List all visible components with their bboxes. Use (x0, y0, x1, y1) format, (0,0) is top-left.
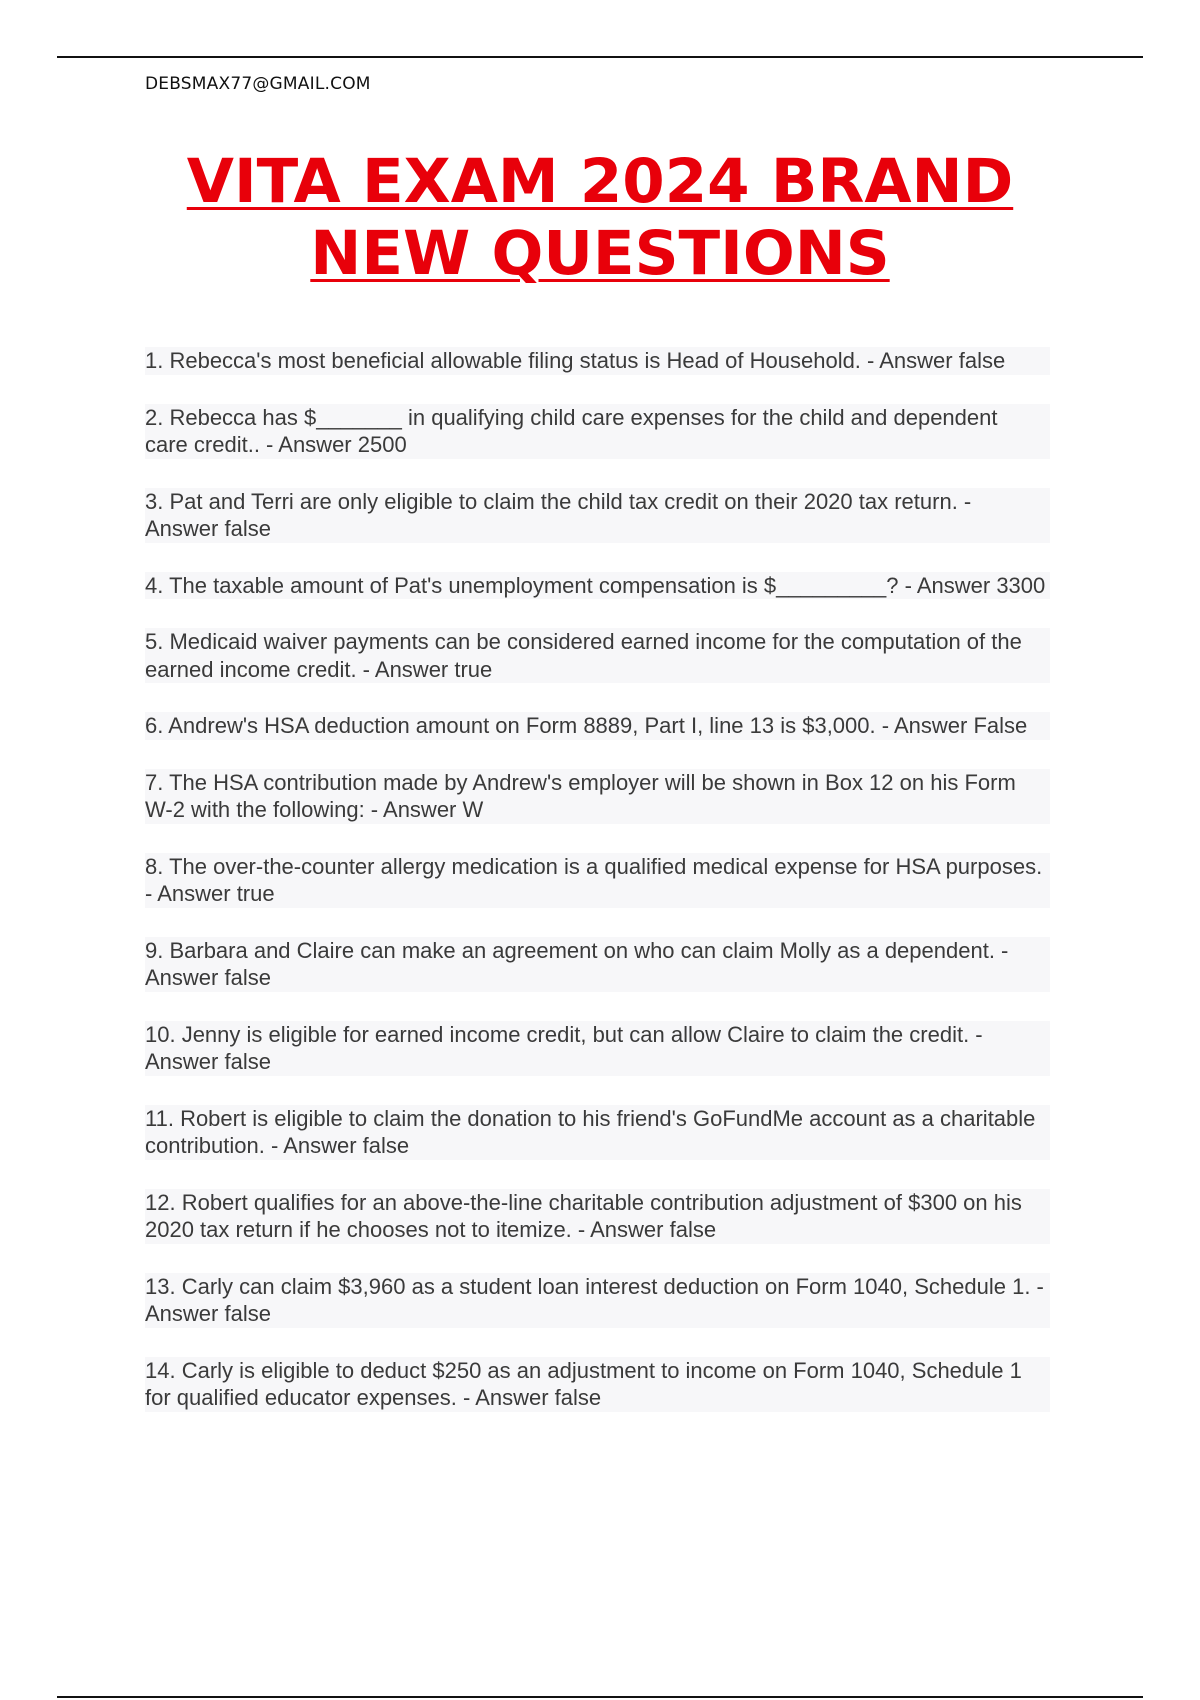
question-item: 11. Robert is eligible to claim the donation to his friend's GoFundMe account as a charitable contribution. - Answer false (145, 1105, 1050, 1160)
header-email: DEBSMAX77@GMAIL.COM (145, 74, 371, 94)
question-item: 4. The taxable amount of Pat's unemployment compensation is $_________? - Answer 3300 (145, 572, 1050, 600)
footer-rule (57, 1696, 1143, 1698)
question-item: 14. Carly is eligible to deduct $250 as an adjustment to income on Form 1040, Schedule 1 for qualified educator expenses. - Answer false (145, 1357, 1050, 1412)
question-item: 1. Rebecca's most beneficial allowable filing status is Head of Household. - Answer false (145, 347, 1050, 375)
document-title (120, 146, 1080, 290)
header-rule (57, 56, 1143, 58)
question-item: 12. Robert qualifies for an above-the-line charitable contribution adjustment of $300 on his 2020 tax return if he chooses not to itemize. - Answer false (145, 1189, 1050, 1244)
title-line-2: NEW QUESTIONS (310, 218, 890, 289)
question-item: 10. Jenny is eligible for earned income credit, but can allow Claire to claim the credit. - Answer false (145, 1021, 1050, 1076)
question-item: 5. Medicaid waiver payments can be considered earned income for the computation of the earned income credit. - Answer true (145, 628, 1050, 683)
question-item: 2. Rebecca has $_______ in qualifying child care expenses for the child and dependent care credit.. - Answer 2500 (145, 404, 1050, 459)
question-item: 7. The HSA contribution made by Andrew's employer will be shown in Box 12 on his Form W-2 with the following: - Answer W (145, 769, 1050, 824)
question-item: 3. Pat and Terri are only eligible to claim the child tax credit on their 2020 tax return. - Answer false (145, 488, 1050, 543)
question-item: 9. Barbara and Claire can make an agreement on who can claim Molly as a dependent. - Answer false (145, 937, 1050, 992)
title-line-1: VITA EXAM 2024 BRAND (186, 146, 1014, 217)
question-item: 6. Andrew's HSA deduction amount on Form 8889, Part I, line 13 is $3,000. - Answer False (145, 712, 1050, 740)
question-item: 13. Carly can claim $3,960 as a student loan interest deduction on Form 1040, Schedule 1. - Answer false (145, 1273, 1050, 1328)
question-list (145, 347, 1050, 1441)
question-item: 8. The over-the-counter allergy medication is a qualified medical expense for HSA purposes. - Answer true (145, 853, 1050, 908)
